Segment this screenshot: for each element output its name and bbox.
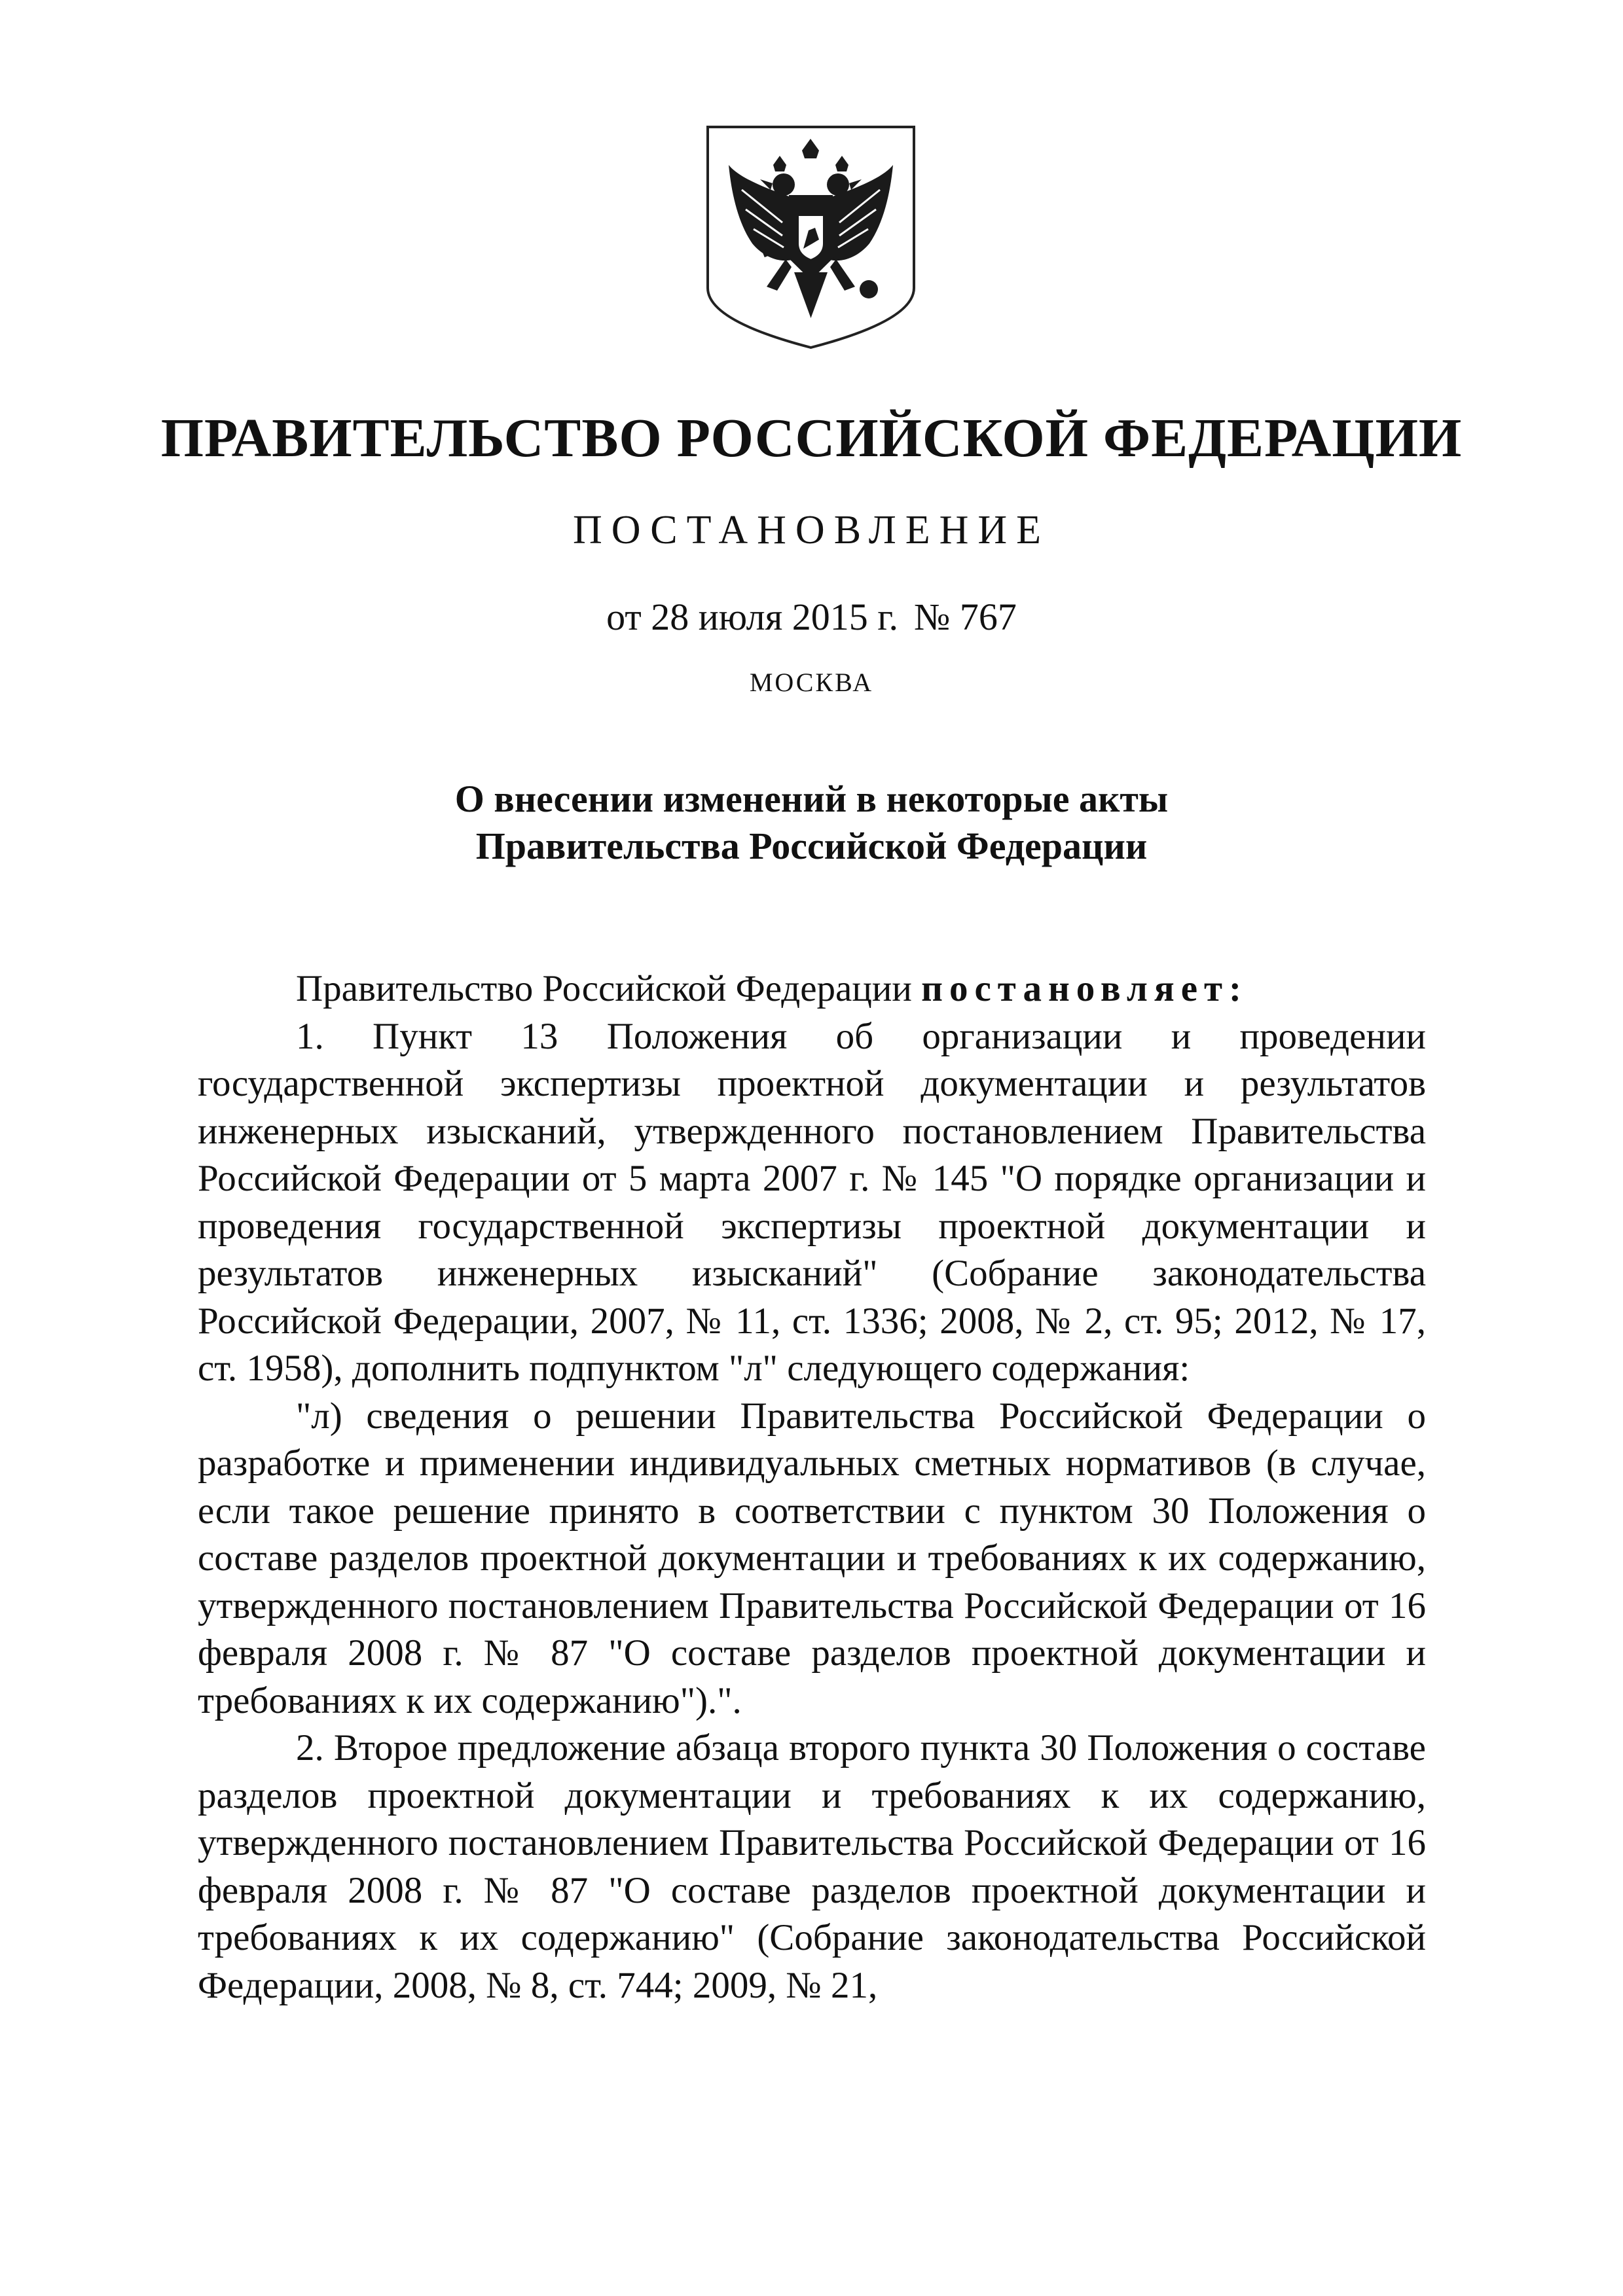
paragraph-quoted-subitem: "л) сведения о решении Правительства Российской Федерации о разработке и применении индивидуальных сметных нормативов (в случае, если такое решение принято в соответствии с пунктом 30 Положения о составе разделов проектной документации и требованиях к их содержанию, утвержденного постановлением Правительства Российской Федерации от 16 февраля 2008 г. № 87 "О составе разделов проектной документации и требованиях к их содержанию").". xyxy=(198,1395,1426,1721)
document-date-line xyxy=(0,592,1623,642)
document-type: ПОСТАНОВЛЕНИЕ xyxy=(572,508,1051,552)
document-body xyxy=(198,965,1426,2009)
document-date: от 28 июля 2015 г. xyxy=(606,596,899,638)
preamble-lead: Правительство Российской Федерации xyxy=(296,968,912,1009)
document-city: МОСКВА xyxy=(749,668,874,697)
preamble-verb: постановляет: xyxy=(921,968,1249,1009)
document-number: № 767 xyxy=(914,596,1017,638)
heading-line-1: О внесении изменений в некоторые акты xyxy=(454,778,1169,820)
coat-of-arms-emblem xyxy=(705,124,917,350)
government-title: ПРАВИТЕЛЬСТВО РОССИЙСКОЙ ФЕДЕРАЦИИ xyxy=(160,408,1463,469)
heading-line-2: Правительства Российской Федерации xyxy=(475,825,1148,867)
document-heading xyxy=(0,776,1623,870)
paragraph-2: 2. Второе предложение абзаца второго пункта 30 Положения о составе разделов проектной документации и требованиях к их содержанию, утвержденного постановлением Правительства Российской Федерации от 16 февраля 2008 г. № 87 "О составе разделов проектной документации и требованиях к их содержанию" (Собрание законодательства Российской Федерации, 2008, № 8, ст. 744; 2009, № 21, xyxy=(198,1727,1426,2006)
paragraph-1: 1. Пункт 13 Положения об организации и проведении государственной экспертизы проектной документации и результатов инженерных изысканий, утвержденного постановлением Правительства Российской Федерации от 5 марта 2007 г. № 145 "О порядке организации и проведения государственной экспертизы проектной документации и результатов инженерных изысканий" (Собрание законодательства Российской Федерации, 2007, № 11, ст. 1336; 2008, № 2, ст. 95; 2012, № 17, ст. 1958), дополнить подпунктом "л" следующего содержания: xyxy=(198,1015,1426,1389)
preamble xyxy=(198,965,1426,1013)
